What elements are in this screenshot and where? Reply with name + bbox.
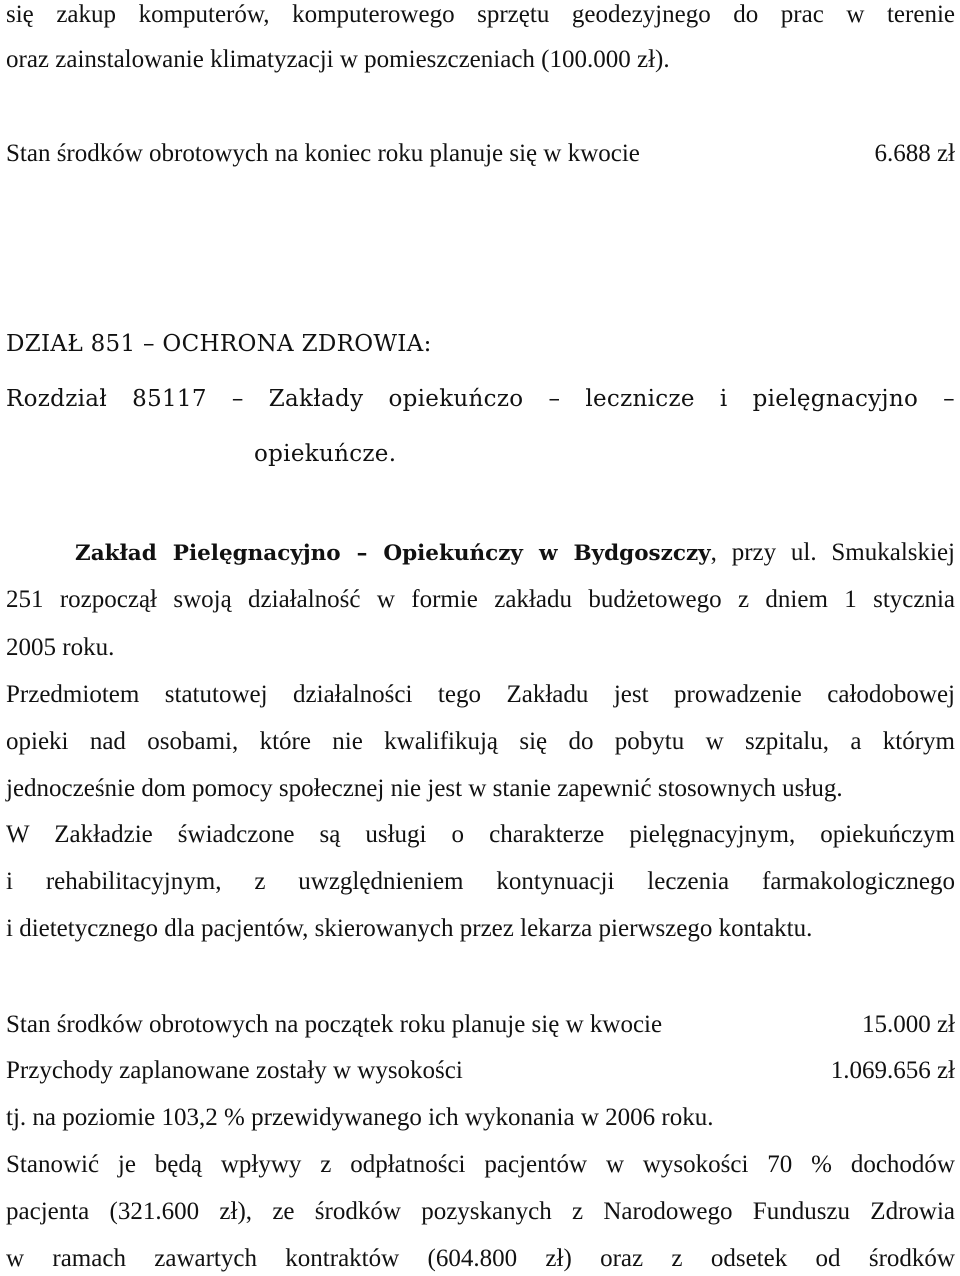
text-line: Przedmiotem statutowej działalności tego Zakładu jest prowadzenie całodobowej [6,681,955,708]
text-line: jednocześnie dom pomocy społecznej nie jest w stanie zapewnić stosownych usług. [6,775,843,802]
revenue-value: 1.069.656 zł [830,1057,955,1084]
start-of-year-funds-value: 15.000 zł [861,1011,955,1038]
section-subtitle: Rozdział 85117 – Zakłady opiekuńczo – lecznicze i pielęgnacyjno – [6,386,955,412]
facility-name: Zakład Pielęgnacyjno – Opiekuńczy w Bydgoszczy [75,541,711,566]
text-line: w ramach zawartych kontraktów (604.800 zł) oraz z odsetek od środków [6,1245,955,1272]
section-title: DZIAŁ 851 – OCHRONA ZDROWIA: [6,331,432,357]
text-line: W Zakładzie świadczone są usługi o charakterze pielęgnacyjnym, opiekuńczym [6,821,955,848]
text-line: opieki nad osobami, które nie kwalifikują się do pobytu w szpitalu, a którym [6,728,955,755]
text-line: pacjenta (321.600 zł), ze środków pozyskanych z Narodowego Funduszu Zdrowia [6,1198,955,1225]
text-line: oraz zainstalowanie klimatyzacji w pomieszczeniach (100.000 zł). [6,46,670,73]
intro-line-1 [6,538,955,569]
facility-address: , przy ul. Smukalskiej [710,539,955,566]
start-of-year-funds-row [6,1010,955,1040]
section-subtitle-continued: opiekuńcze. [254,441,397,467]
revenue-label: Przychody zaplanowane zostały w wysokości [6,1057,463,1084]
text-line: się zakup komputerów, komputerowego sprzętu geodezyjnego do prac w terenie [6,1,955,28]
text-line: Stanowić je będą wpływy z odpłatności pacjentów w wysokości 70 % dochodów [6,1151,955,1178]
text-line: i rehabilitacyjnym, z uwzględnieniem kontynuacji leczenia farmakologicznego [6,868,955,895]
revenue-note: tj. na poziomie 103,2 % przewidywanego ich wykonania w 2006 roku. [6,1104,714,1131]
end-of-year-funds-label: Stan środków obrotowych na koniec roku planuje się w kwocie [6,140,640,167]
end-of-year-funds-value: 6.688 zł [874,140,955,167]
end-of-year-funds-row [6,139,955,169]
text-line: i dietetycznego dla pacjentów, skierowanych przez lekarza pierwszego kontaktu. [6,915,813,942]
text-line: 251 rozpoczął swoją działalność w formie zakładu budżetowego z dniem 1 stycznia [6,586,955,613]
revenue-row [6,1056,955,1086]
text-line: 2005 roku. [6,634,115,661]
start-of-year-funds-label: Stan środków obrotowych na początek roku planuje się w kwocie [6,1011,663,1038]
